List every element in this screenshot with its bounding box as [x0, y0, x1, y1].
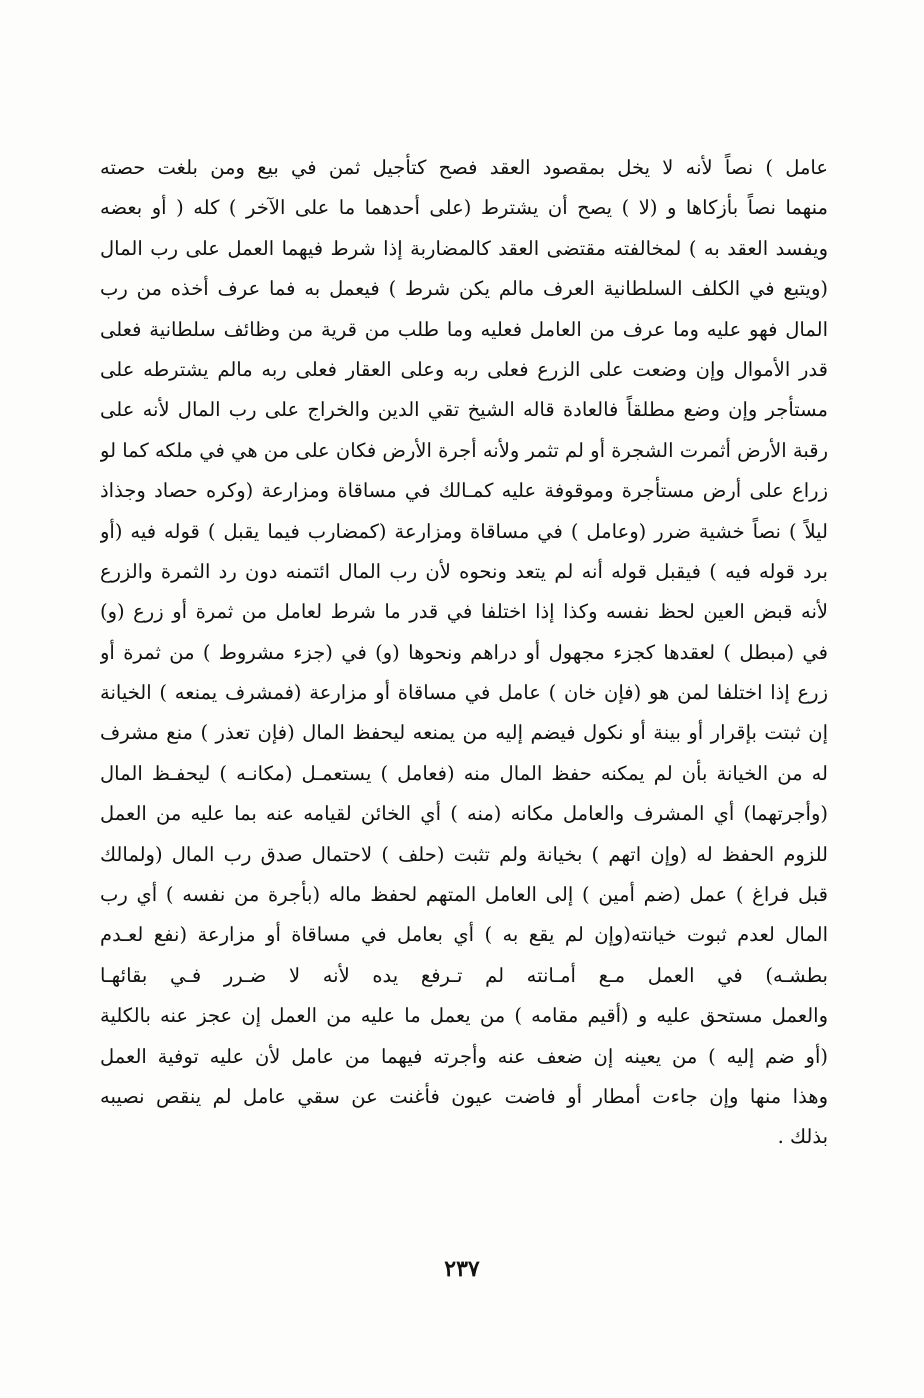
text-line: برد قوله فيه ) فيقبل قوله أنه لم يتعد ونحوه لأن رب المال ائتمنه دون رد الثمرة والزرع: [100, 559, 828, 583]
text-line-last: بذلك .: [777, 1125, 828, 1149]
text-line: إن ثبتت بإقرار أو بينة أو نكول فيضم إليه من يمنعه ليحفظ المال (فإن تعذر ) منع مشرف: [100, 721, 828, 745]
text-line: المال لعدم ثبوت خيانته(وإن لم يقع به ) أي بعامل في مساقاة أو مزارعة (نفع لعـدم: [100, 923, 828, 947]
text-line: والعمل مستحق عليه و (أقيم مقامه ) من يعمل ما عليه من العمل إن عجز عنه بالكلية: [100, 1004, 828, 1028]
text-line: له من الخيانة بأن لم يمكنه حفظ المال منه (فعامل ) يستعمـل (مكانـه ) ليحفـظ المال: [100, 761, 828, 785]
text-line: قدر الأموال وإن وضعت على الزرع فعلى ربه وعلى العقار فعلى ربه مالم يشترطه على: [100, 357, 828, 381]
text-line: في (مبطل ) لعقدها كجزء مجهول أو دراهم ونحوها (و) في (جزء مشروط ) من ثمرة أو: [100, 640, 828, 664]
body-text: [100, 148, 828, 1158]
text-line: (ويتبع في الكلف السلطانية العرف مالم يكن شرط ) فيعمل به فما عرف أخذه من رب: [100, 277, 828, 301]
text-line: ليلاً ) نصاً خشية ضرر (وعامل ) في مساقاة ومزارعة (كمضارب فيما يقبل ) قوله فيه (أو: [100, 519, 828, 543]
text-line: رقبة الأرض أثمرت الشجرة أو لم تثمر ولأنه أجرة الأرض فكان على من هي في ملكه كما لو: [100, 438, 828, 462]
text-line: (أو ضم إليه ) من يعينه إن ضعف عنه وأجرته فيهما من عامل لأن عليه توفية العمل: [100, 1044, 828, 1068]
text-line: زرع إذا اختلفا لمن هو (فإن خان ) عامل في مساقاة أو مزارعة (فمشرف يمنعه ) الخيانة: [100, 681, 828, 705]
text-line: قبل فراغ ) عمل (ضم أمين ) إلى العامل المتهم لحفظ ماله (بأجرة من نفسه ) أي رب: [100, 883, 828, 907]
text-line: المال فهو عليه وما عرف من العامل فعليه وما طلب من قرية من وظائف سلطانية فعلى: [100, 317, 828, 341]
text-line: بطشـه) في العمل مـع أمـانته لم تـرفع يده لأنه لا ضـرر فـي بقائهـا: [100, 963, 828, 987]
text-line: وهذا منها وإن جاءت أمطار أو فاضت عيون فأغنت عن سقي عامل لم ينقص نصيبه: [100, 1084, 828, 1108]
text-line: زراع على أرض مستأجرة وموقوفة عليه كمـالك في مساقاة ومزارعة (وكره حصاد وجذاذ: [100, 479, 828, 503]
page-number: ٢٣٧: [444, 1256, 480, 1282]
text-line: منهما نصاً بأزكاها و (لا ) يصح أن يشترط (على أحدهما ما على الآخر ) كله ( أو بعضه: [100, 196, 828, 220]
text-line: مستأجر وإن وضع مطلقاً فالعادة قاله الشيخ تقي الدين والخراج على رب المال لأنه على: [100, 398, 828, 422]
text-line: ويفسد العقد به ) لمخالفته مقتضى العقد كالمضاربة إذا شرط فيهما العمل على رب المال: [100, 236, 828, 260]
text-line: عامل ) نصاً لأنه لا يخل بمقصود العقد فصح كتأجيل ثمن في بيع ومن بلغت حصته: [100, 156, 828, 179]
text-line: (وأجرتهما) أي المشرف والعامل مكانه (منه ) أي الخائن لقيامه عنه بما عليه من العمل: [100, 802, 828, 826]
text-line: لأنه قبض العين لحظ نفسه وكذا إذا اختلفا في قدر ما شرط لعامل من ثمرة أو زرع (و): [100, 600, 828, 624]
text-line: للزوم الحفظ له (وإن اتهم ) بخيانة ولم تثبت (حلف ) لاحتمال صدق رب المال (ولمالك: [100, 842, 828, 866]
